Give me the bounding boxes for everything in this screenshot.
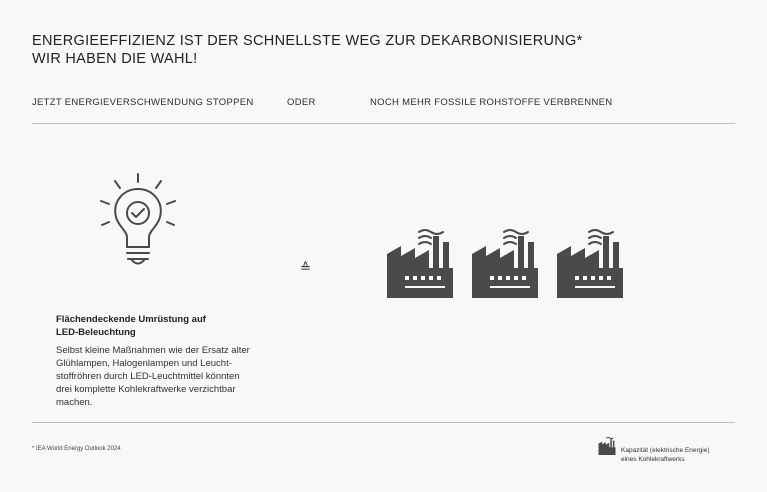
legend-text (621, 446, 710, 464)
equivalence-symbol: ≙ (300, 260, 311, 275)
headline-line-2: WIR HABEN DIE WAHL! (32, 51, 198, 67)
headline-line-1: ENERGIEEFFIZIENZ IST DER SCHNELLSTE WEG ZUR DEKARBONISIERUNG* (32, 33, 583, 49)
legend-line-2: eines Kohlekraftwerks (621, 456, 685, 463)
divider-top (32, 123, 735, 124)
card-body-line: machen. (56, 397, 93, 408)
card-body-line: Selbst kleine Maßnahmen wie der Ersatz alter (56, 345, 250, 356)
card-body-line: Glühlampen, Halogenlampen und Leucht- (56, 358, 232, 369)
card-title (56, 313, 206, 339)
coal-power-plant-icon (555, 228, 625, 298)
coal-power-plant-icon (470, 228, 540, 298)
divider-bottom (32, 422, 735, 423)
headline (32, 32, 583, 68)
option-or: ODER (287, 97, 316, 108)
option-burn-fossil: NOCH MEHR FOSSILE ROHSTOFFE VERBRENNEN (370, 97, 613, 108)
coal-power-plant-icon (385, 228, 455, 298)
card-title-line-1: Flächendeckende Umrüstung auf (56, 314, 206, 325)
legend-line-1: Kapazität (elektrische Energie) (621, 447, 710, 454)
option-stop-waste: JETZT ENERGIEVERSCHWENDUNG STOPPEN (32, 97, 254, 108)
card-body-line: stoffröhren durch LED-Leuchtmittel könnten (56, 371, 240, 382)
card-body-line: drei komplette Kohlekraftwerke verzichtbar (56, 384, 236, 395)
card-title-line-2: LED-Beleuchtung (56, 327, 136, 338)
lightbulb-check-icon (98, 173, 178, 271)
footnote: * IEA World Energy Outlook 2024 (32, 446, 121, 452)
coal-power-plant-icon (598, 437, 616, 455)
power-plant-row (385, 228, 635, 298)
card-body (56, 344, 286, 409)
